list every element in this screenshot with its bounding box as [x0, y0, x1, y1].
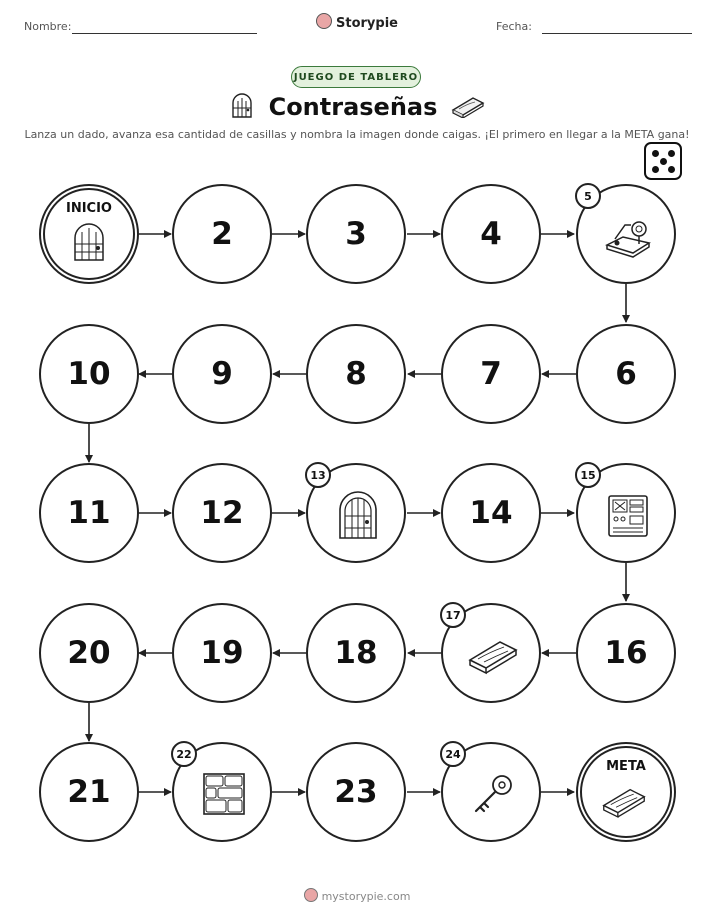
board-cell-8 [306, 324, 406, 424]
cell-number: 11 [67, 495, 111, 531]
board-cell-12 [172, 463, 272, 563]
cell-number: 8 [345, 356, 367, 392]
board-cell-18 [306, 603, 406, 703]
cell-number: 3 [345, 216, 367, 252]
board-cell-17 [441, 603, 541, 703]
wood-plank-icon [602, 784, 646, 820]
cell-number: 18 [334, 635, 378, 671]
board-cell-15 [576, 463, 676, 563]
door-icon [69, 222, 109, 262]
board-cell-6 [576, 324, 676, 424]
board-cell-14 [441, 463, 541, 563]
footer-url[interactable]: mystorypie.com [321, 890, 411, 903]
board-cell-20 [39, 603, 139, 703]
board-cell-9 [172, 324, 272, 424]
board-cell-16 [576, 603, 676, 703]
board-cell-7 [441, 324, 541, 424]
cell-number: 14 [469, 495, 513, 531]
cell-number: 9 [211, 356, 233, 392]
telegraph-icon [603, 211, 653, 261]
brand-name: Storypie [336, 16, 398, 31]
storypie-icon [304, 888, 318, 902]
cell-number: 12 [200, 495, 244, 531]
board-cell-19 [172, 603, 272, 703]
board-cell-22 [172, 742, 272, 842]
cell-number: 23 [334, 774, 378, 810]
board-cell-23 [306, 742, 406, 842]
board-cell-start [39, 184, 139, 284]
cell-number: 6 [615, 356, 637, 392]
board-cell-5 [576, 184, 676, 284]
cell-number: 7 [480, 356, 502, 392]
stone-wall-icon [199, 769, 249, 819]
cell-number-badge: 24 [440, 741, 466, 767]
wood-plank-icon [468, 630, 518, 680]
cell-number-badge: 5 [575, 183, 601, 209]
footer [0, 888, 714, 903]
name-label: Nombre: [24, 20, 72, 33]
door-icon [333, 490, 383, 540]
cell-number: 16 [604, 635, 648, 671]
control-panel-icon [603, 490, 653, 540]
board-cell-24 [441, 742, 541, 842]
board-cell-end [576, 742, 676, 842]
board-cell-2 [172, 184, 272, 284]
cell-number-badge: 17 [440, 602, 466, 628]
cell-number-badge: 22 [171, 741, 197, 767]
key-icon [468, 769, 518, 819]
start-label: INICIO [66, 201, 112, 216]
end-label: META [606, 759, 646, 774]
cell-number: 2 [211, 216, 233, 252]
game-type-badge: JUEGO DE TABLERO [291, 66, 421, 88]
cell-number: 21 [67, 774, 111, 810]
board-cell-3 [306, 184, 406, 284]
cell-number: 19 [200, 635, 244, 671]
board-cell-21 [39, 742, 139, 842]
board-cell-10 [39, 324, 139, 424]
board-cell-11 [39, 463, 139, 563]
cell-number: 10 [67, 356, 111, 392]
cell-number-badge: 15 [575, 462, 601, 488]
board-cell-13 [306, 463, 406, 563]
title-text: Contraseñas [268, 93, 438, 121]
board-cell-4 [441, 184, 541, 284]
cell-number: 20 [67, 635, 111, 671]
cell-number-badge: 13 [305, 462, 331, 488]
date-label: Fecha: [496, 20, 532, 33]
instructions: Lanza un dado, avanza esa cantidad de casillas y nombra la imagen donde caigas. ¡El primero en llegar a la META gana! [24, 128, 690, 141]
cell-number: 4 [480, 216, 502, 252]
